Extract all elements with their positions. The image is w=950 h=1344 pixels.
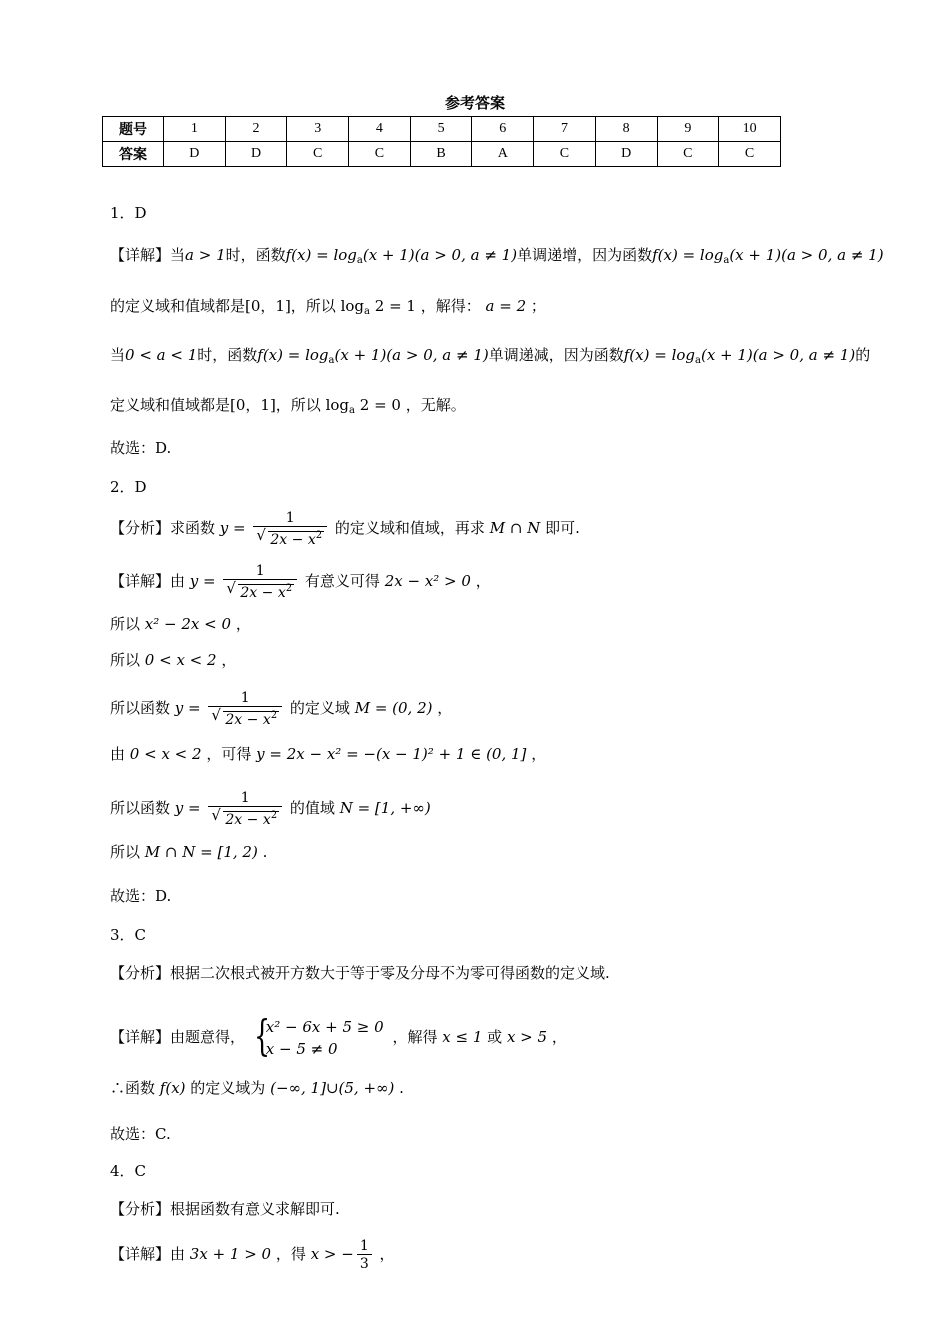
q3-detail-line1 (110, 1011, 567, 1060)
text-run: ，可得 (206, 745, 252, 763)
table-cell: C (534, 142, 596, 167)
math-expr: x > 5 (506, 1028, 548, 1046)
table-cell: 4 (349, 117, 411, 142)
text-run: 的定义域 (289, 699, 350, 717)
table-cell: 9 (657, 117, 719, 142)
table-header-answer: 答案 (103, 142, 164, 167)
table-cell: C (349, 142, 411, 167)
text-run: ∴函数 (110, 1079, 156, 1097)
q2-detail-line7 (110, 842, 267, 862)
text-run: ，无解。 (405, 396, 466, 414)
text-run: ， (221, 651, 237, 669)
text-run: 所以 (110, 615, 141, 633)
q2-detail-line5 (110, 744, 546, 764)
math-expr: N = [1, +∞) (339, 799, 431, 817)
table-cell: 8 (595, 117, 657, 142)
math-expr: (−∞, 1]∪(5, +∞) (270, 1079, 395, 1097)
math-expr: y = (174, 699, 201, 717)
fraction: 1 √ $2x - x^2$ (208, 690, 282, 728)
text-run: 所以 (110, 651, 141, 669)
table-cell: 1 (164, 117, 226, 142)
table-cell: C (657, 142, 719, 167)
q4-analysis: 【分析】根据函数有意义求解即可. (110, 1200, 340, 1218)
text-run: 时，函数 (197, 346, 258, 364)
table-cell: 3 (287, 117, 349, 142)
text-run: . (262, 843, 268, 861)
page-title: 参考答案 (444, 94, 505, 112)
text-run: 的 (855, 346, 871, 364)
math-expr: y = 2x − x² = −(x − 1)² + 1 ∈ (0, 1] (256, 745, 527, 763)
text-run: ， (379, 1245, 395, 1263)
text-run: 有意义可得 (304, 572, 380, 590)
math-expr: x > − (310, 1245, 354, 1263)
fraction: 1 √ $2x - x^2$ (253, 510, 327, 548)
text-run: 所以函数 (110, 699, 171, 717)
math-expr: $\log_a 2 = 0$ (325, 396, 401, 416)
text-run: ， (551, 1028, 567, 1046)
table-header-number: 题号 (103, 117, 164, 142)
text-run: ，解得 (392, 1028, 438, 1046)
text-run: 或 (487, 1028, 503, 1046)
text-run: ，解得： (420, 297, 481, 315)
math-expr: x² − 2x < 0 (144, 615, 232, 633)
q1-conclusion: 故选：D. (110, 439, 172, 457)
table-cell: A (472, 142, 534, 167)
q1-detail-line4 (110, 395, 466, 421)
table-cell: 10 (719, 117, 781, 142)
answer-table (102, 116, 781, 167)
text-run: 的定义域和值域都是[0，1]，所以 (110, 297, 336, 315)
text-run: 【详解】当 (110, 246, 186, 264)
q1-detail-line1 (110, 245, 884, 271)
math-expr: y = (189, 572, 216, 590)
math-expr: $\log_a 2 = 1$ (340, 297, 416, 317)
math-expr: y = (219, 519, 246, 537)
text-run: 定义域和值域都是[0，1]，所以 (110, 396, 321, 414)
table-cell: 5 (410, 117, 472, 142)
text-run: 【分析】求函数 (110, 519, 216, 537)
table-cell: 7 (534, 117, 596, 142)
text-run: 【详解】由 (110, 572, 186, 590)
text-run: 单调递减，因为函数 (488, 346, 624, 364)
text-run: 所以 (110, 843, 141, 861)
math-expr: f(x) (159, 1079, 186, 1097)
equation-system: { x² − 6x + 5 ≥ 0 x − 5 ≠ 0 (253, 1011, 384, 1060)
text-run: 即可. (545, 519, 580, 537)
q4-heading: 4．C (110, 1162, 147, 1180)
q2-detail-line6 (110, 790, 431, 828)
q2-detail-line1 (110, 563, 491, 601)
q1-detail-line2 (110, 296, 546, 322)
fraction: 1 √ $2x - x^2$ (223, 563, 297, 601)
math-expr: 0 < a < 1 (125, 346, 198, 364)
math-expr: M ∩ N (489, 519, 541, 537)
text-run: ，得 (275, 1245, 306, 1263)
fraction: 1 √ $2x - x^2$ (208, 790, 282, 828)
q2-detail-line3 (110, 650, 236, 670)
table-cell: 2 (225, 117, 287, 142)
table-cell: D (164, 142, 226, 167)
q3-analysis: 【分析】根据二次根式被开方数大于等于零及分母不为零可得函数的定义域. (110, 964, 610, 982)
q1-heading: 1．D (110, 204, 147, 222)
math-expr: $f(x) = \log_a(x + 1)(a > 0$, a ≠ 1) (257, 346, 489, 366)
text-run: 【详解】由 (110, 1245, 186, 1263)
math-expr: y = (174, 799, 201, 817)
text-run: ， (437, 699, 453, 717)
math-expr: 3x + 1 > 0 (189, 1245, 272, 1263)
math-expr: $f(x) = \log_a(x + 1)(a > 0$, a ≠ 1) (285, 246, 518, 266)
math-expr: $f(x) = \log_a(x + 1)(a > 0$, a ≠ 1) (652, 246, 884, 266)
q2-heading: 2．D (110, 478, 147, 496)
q2-detail-line4 (110, 690, 452, 728)
table-cell: D (595, 142, 657, 167)
text-run: . (399, 1079, 404, 1097)
text-run: 的定义域和值域，再求 (334, 519, 485, 537)
q2-analysis-line (110, 510, 580, 548)
table-cell: C (719, 142, 781, 167)
math-expr: 0 < x < 2 (129, 745, 202, 763)
text-run: ， (235, 615, 251, 633)
math-expr: M ∩ N = [1, 2) (144, 843, 258, 861)
math-expr: x ≤ 1 (442, 1028, 483, 1046)
text-run: 由 (110, 745, 126, 763)
q3-conclusion: 故选：C. (110, 1125, 171, 1143)
answer-row (103, 142, 781, 167)
math-expr: $f(x) = \log_a(x + 1)(a > 0$, a ≠ 1) (623, 346, 856, 366)
q3-heading: 3．C (110, 926, 147, 944)
question-number-row (103, 117, 781, 142)
math-expr: a = 2 (485, 297, 527, 315)
text-run: 时，函数 (225, 246, 286, 264)
q2-conclusion: 故选：D. (110, 887, 172, 905)
table-cell: 6 (472, 117, 534, 142)
text-run: 的定义域为 (190, 1079, 266, 1097)
text-run: 【详解】由题意得， (110, 1028, 246, 1046)
math-expr: 2x − x² > 0 (384, 572, 471, 590)
table-cell: C (287, 142, 349, 167)
math-expr: M = (0, 2) (354, 699, 433, 717)
text-run: 的值域 (289, 799, 335, 817)
table-cell: D (225, 142, 287, 167)
text-run: 单调递增，因为函数 (517, 246, 653, 264)
q1-detail-line3 (110, 345, 871, 371)
math-expr: 0 < x < 2 (144, 651, 217, 669)
text-run: ， (475, 572, 491, 590)
math-expr: a > 1 (185, 246, 226, 264)
text-run: 当 (110, 346, 126, 364)
text-run: ； (530, 297, 546, 315)
q2-detail-line2 (110, 614, 251, 634)
text-run: ， (531, 745, 547, 763)
q4-detail-line1 (110, 1238, 395, 1272)
fraction: $\frac{1}{3}$ (357, 1238, 372, 1272)
q3-detail-line2 (110, 1078, 404, 1098)
table-cell: B (410, 142, 472, 167)
text-run: 所以函数 (110, 799, 171, 817)
